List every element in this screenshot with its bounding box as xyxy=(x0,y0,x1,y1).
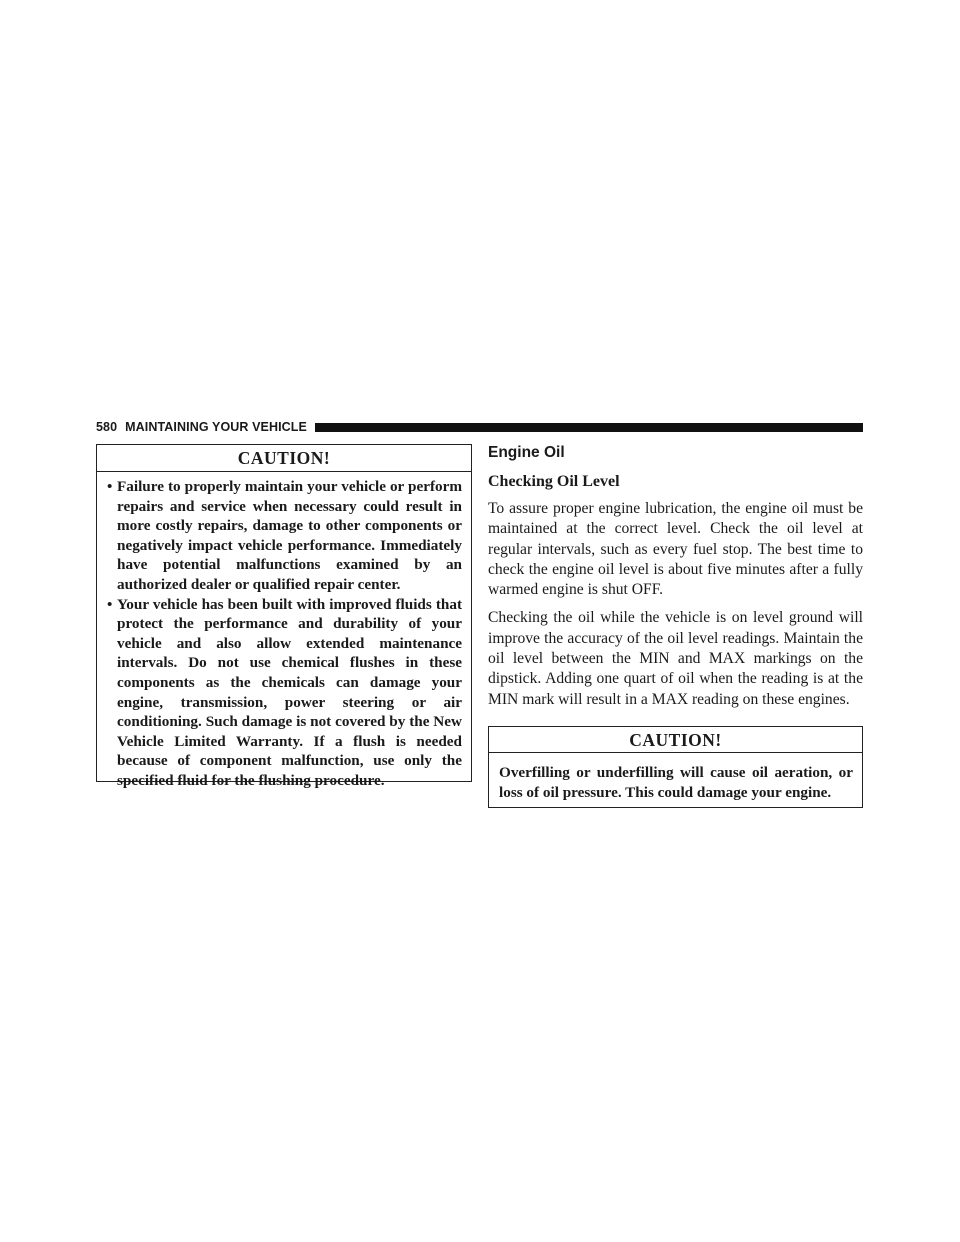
caution-box-maintenance xyxy=(96,444,472,789)
paragraph: To assure proper engine lubrication, the engine oil must be maintained at the correct level. Check the oil level at regular intervals, such as every fuel stop. The best time to check the engine oil level is about five minutes after a fully warmed engine is shut OFF. xyxy=(488,500,863,599)
caution-box-oil-level xyxy=(488,726,863,808)
caution-body: Overfilling or underfilling will cause oil aeration, or loss of oil pressure. This could damage your engine. xyxy=(499,764,853,801)
header-rule xyxy=(315,423,863,432)
page-number: 580 xyxy=(96,420,118,434)
caution-item-text: Failure to properly maintain your vehicle or perform repairs and service when necessary could result in more costly repairs, damage to other components or negatively impact vehicle performance. Immediately have potential malfunctions examined by an authorized dealer or qualified repair center. xyxy=(117,478,462,593)
subsection-heading: Checking Oil Level xyxy=(488,473,620,490)
bullet-icon: • xyxy=(107,595,113,613)
caution-item-text: Your vehicle has been built with improved fluids that protect the performance and durability of your vehicle and also allow extended maintenance intervals. Do not use chemical flushes in these components as the chemicals can damage your engine, transmission, power steering or air conditioning. Such damage is not covered by the New Vehicle Limited Warranty. If a flush is needed because of component malfunction, use only the specified fluid for the flushing procedure. xyxy=(117,595,462,789)
caution-heading: CAUTION! xyxy=(489,727,862,753)
section-heading: Engine Oil xyxy=(488,444,565,461)
caution-list-item xyxy=(107,477,462,595)
caution-heading: CAUTION! xyxy=(97,445,471,472)
page-header xyxy=(96,419,863,435)
bullet-icon: • xyxy=(107,478,113,495)
caution-list-item xyxy=(107,595,462,791)
caution-list xyxy=(97,472,471,791)
section-title: MAINTAINING YOUR VEHICLE xyxy=(125,420,307,434)
paragraph: Checking the oil while the vehicle is on level ground will improve the accuracy of the oil level readings. Maintain the oil level between the MIN and MAX markings on the dipstick. Adding one quart of oil when the reading is at the MIN mark will result in a MAX reading on these engines. xyxy=(488,609,863,708)
engine-oil-section xyxy=(488,443,863,710)
